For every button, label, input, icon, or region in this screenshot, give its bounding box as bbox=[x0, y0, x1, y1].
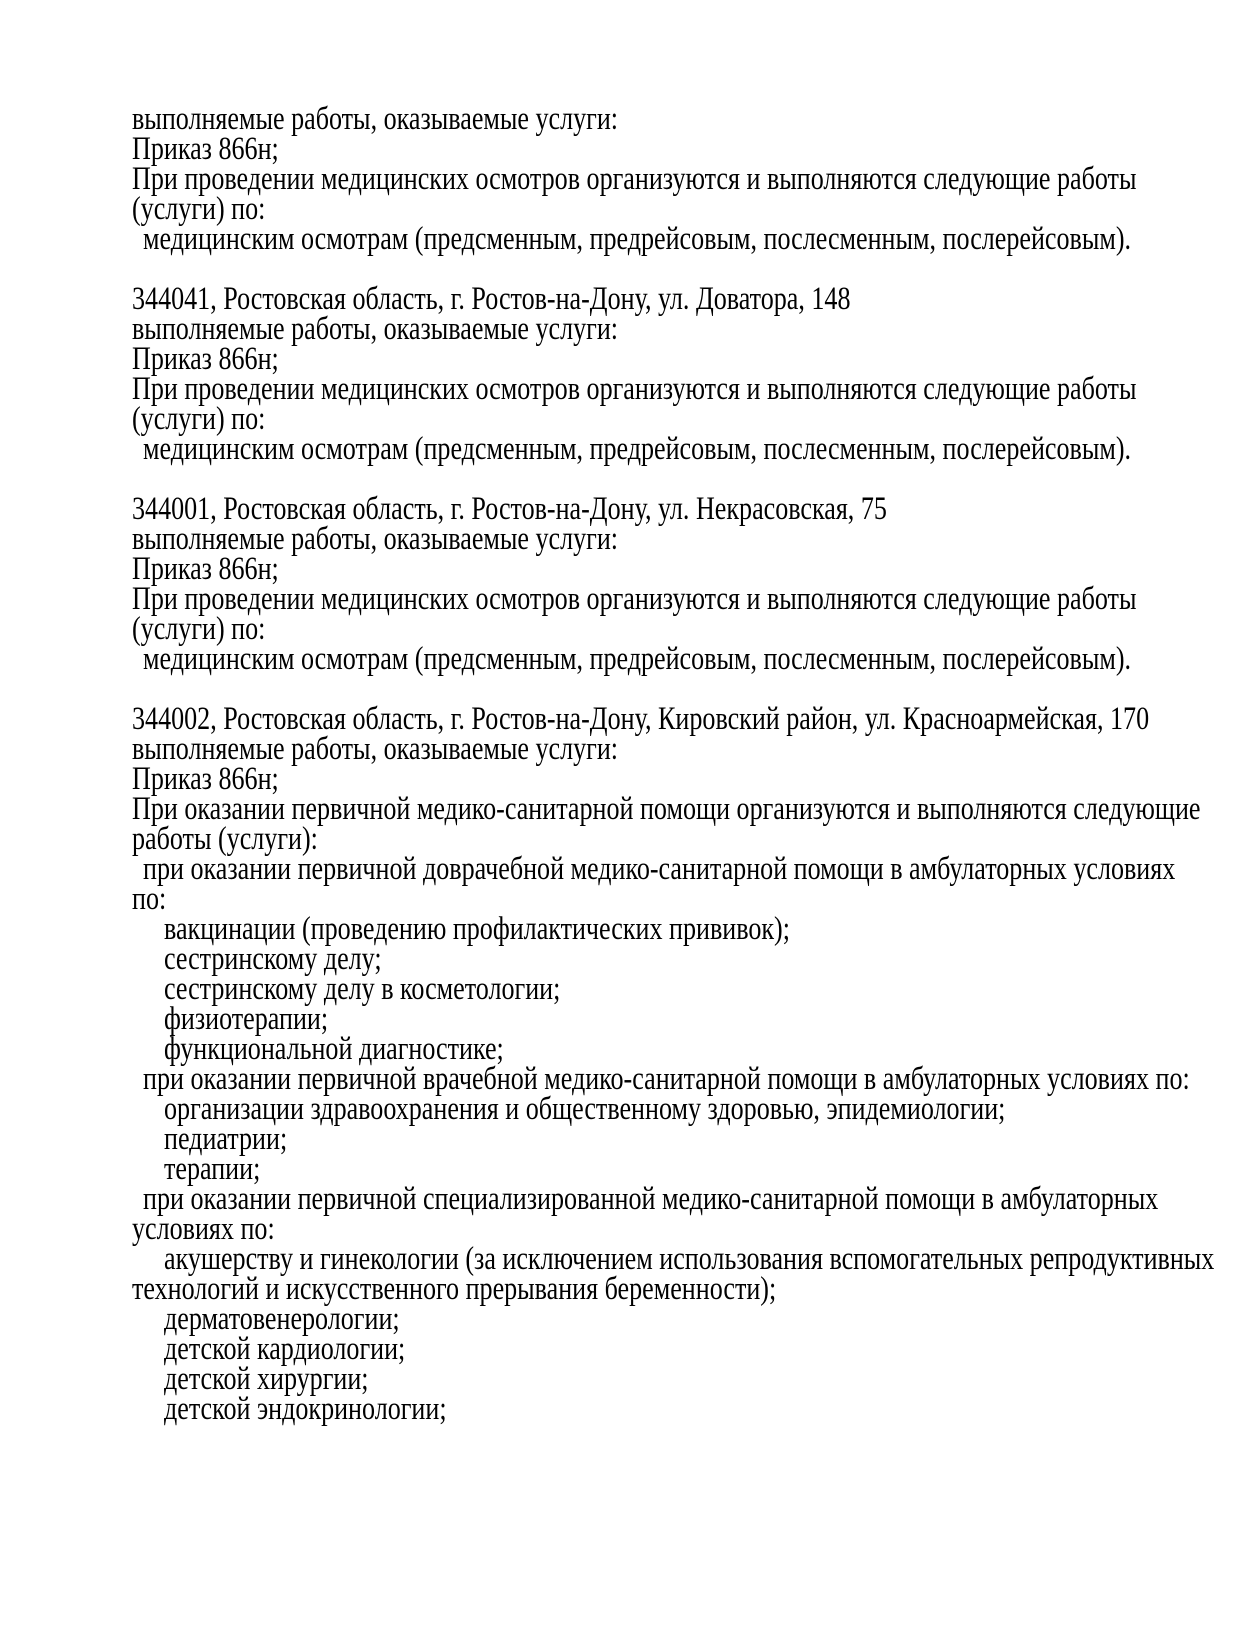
text-line bbox=[132, 1361, 1240, 1397]
line-text: При проведении медицинских осмотров организуются и выполняются следующие работы bbox=[132, 581, 1137, 617]
text-line bbox=[132, 1331, 1240, 1367]
line-text: Приказ 866н; bbox=[132, 761, 279, 797]
license-works-block bbox=[132, 281, 1240, 467]
line-text: детской хирургии; bbox=[164, 1361, 369, 1397]
text-line bbox=[132, 791, 1240, 827]
text-line bbox=[132, 1121, 1240, 1157]
address-line bbox=[132, 281, 1240, 317]
line-text: 344041, Ростовская область, г. Ростов-на-Дону, ул. Доватора, 148 bbox=[132, 281, 851, 317]
line-text: условиях по: bbox=[132, 1211, 275, 1247]
line-text: При оказании первичной медико-санитарной помощи организуются и выполняются следующие bbox=[132, 791, 1201, 827]
text-line bbox=[132, 1001, 1240, 1037]
line-text: 344002, Ростовская область, г. Ростов-на-Дону, Кировский район, ул. Красноармейская, 170 bbox=[132, 701, 1150, 737]
text-line bbox=[132, 851, 1240, 887]
line-text: (услуги) по: bbox=[132, 191, 266, 227]
line-text: педиатрии; bbox=[164, 1121, 288, 1157]
line-text: медицинским осмотрам (предсменным, предрейсовым, послесменным, послерейсовым). bbox=[143, 221, 1132, 257]
line-text: При проведении медицинских осмотров организуются и выполняются следующие работы bbox=[132, 371, 1137, 407]
text-line bbox=[132, 341, 1240, 377]
line-text: медицинским осмотрам (предсменным, предрейсовым, послесменным, послерейсовым). bbox=[143, 431, 1132, 467]
text-line bbox=[132, 821, 1240, 857]
text-line bbox=[132, 161, 1240, 197]
text-line bbox=[132, 611, 1240, 647]
license-works-block bbox=[132, 491, 1240, 677]
text-line bbox=[132, 911, 1240, 947]
line-text: при оказании первичной врачебной медико-санитарной помощи в амбулаторных условиях по: bbox=[143, 1061, 1190, 1097]
line-text: детской эндокринологии; bbox=[164, 1391, 447, 1427]
license-works-block bbox=[132, 101, 1240, 257]
line-text: сестринскому делу; bbox=[164, 941, 382, 977]
line-text: технологий и искусственного прерывания беременности); bbox=[132, 1271, 777, 1307]
line-text: 344001, Ростовская область, г. Ростов-на-Дону, ул. Некрасовская, 75 bbox=[132, 491, 887, 527]
line-text: Приказ 866н; bbox=[132, 131, 279, 167]
line-text: организации здравоохранения и общественному здоровью, эпидемиологии; bbox=[164, 1091, 1006, 1127]
text-line bbox=[132, 1301, 1240, 1337]
text-line bbox=[132, 401, 1240, 437]
license-works-block bbox=[132, 701, 1240, 1427]
text-line bbox=[132, 1391, 1240, 1427]
line-text: дерматовенерологии; bbox=[164, 1301, 400, 1337]
address-line bbox=[132, 701, 1240, 737]
text-line bbox=[132, 641, 1240, 677]
text-line bbox=[132, 1151, 1240, 1187]
line-text: выполняемые работы, оказываемые услуги: bbox=[132, 311, 619, 347]
text-line bbox=[132, 941, 1240, 977]
text-line bbox=[132, 881, 1240, 917]
line-text: (услуги) по: bbox=[132, 401, 266, 437]
text-line bbox=[132, 521, 1240, 557]
text-line bbox=[132, 1241, 1240, 1277]
line-text: физиотерапии; bbox=[164, 1001, 329, 1037]
text-line bbox=[132, 761, 1240, 797]
line-text: вакцинации (проведению профилактических прививок); bbox=[164, 911, 790, 947]
line-text: При проведении медицинских осмотров организуются и выполняются следующие работы bbox=[132, 161, 1137, 197]
line-text: медицинским осмотрам (предсменным, предрейсовым, послесменным, послерейсовым). bbox=[143, 641, 1132, 677]
line-text: работы (услуги): bbox=[132, 821, 318, 857]
line-text: выполняемые работы, оказываемые услуги: bbox=[132, 731, 619, 767]
line-text: детской кардиологии; bbox=[164, 1331, 406, 1367]
text-line bbox=[132, 1091, 1240, 1127]
line-text: при оказании первичной доврачебной медико-санитарной помощи в амбулаторных условиях bbox=[143, 851, 1176, 887]
line-text: выполняемые работы, оказываемые услуги: bbox=[132, 521, 619, 557]
text-line bbox=[132, 191, 1240, 227]
text-line bbox=[132, 581, 1240, 617]
text-line bbox=[132, 551, 1240, 587]
text-line bbox=[132, 101, 1240, 137]
text-line bbox=[132, 1031, 1240, 1067]
line-text: акушерству и гинекологии (за исключением использования вспомогательных репродуктивных bbox=[164, 1241, 1215, 1277]
line-text: по: bbox=[132, 881, 167, 917]
text-line bbox=[132, 311, 1240, 347]
text-line bbox=[132, 221, 1240, 257]
text-line bbox=[132, 1181, 1240, 1217]
line-text: сестринскому делу в косметологии; bbox=[164, 971, 561, 1007]
text-line bbox=[132, 431, 1240, 467]
text-line bbox=[132, 1271, 1240, 1307]
line-text: при оказании первичной специализированной медико-санитарной помощи в амбулаторных bbox=[143, 1181, 1159, 1217]
line-text: (услуги) по: bbox=[132, 611, 266, 647]
text-line bbox=[132, 971, 1240, 1007]
address-line bbox=[132, 491, 1240, 527]
line-text: терапии; bbox=[164, 1151, 261, 1187]
text-line bbox=[132, 131, 1240, 167]
text-line bbox=[132, 1061, 1240, 1097]
text-line bbox=[132, 1211, 1240, 1247]
line-text: функциональной диагностике; bbox=[164, 1031, 504, 1067]
line-text: Приказ 866н; bbox=[132, 551, 279, 587]
line-text: выполняемые работы, оказываемые услуги: bbox=[132, 101, 619, 137]
line-text: Приказ 866н; bbox=[132, 341, 279, 377]
text-line bbox=[132, 371, 1240, 407]
text-line bbox=[132, 731, 1240, 767]
